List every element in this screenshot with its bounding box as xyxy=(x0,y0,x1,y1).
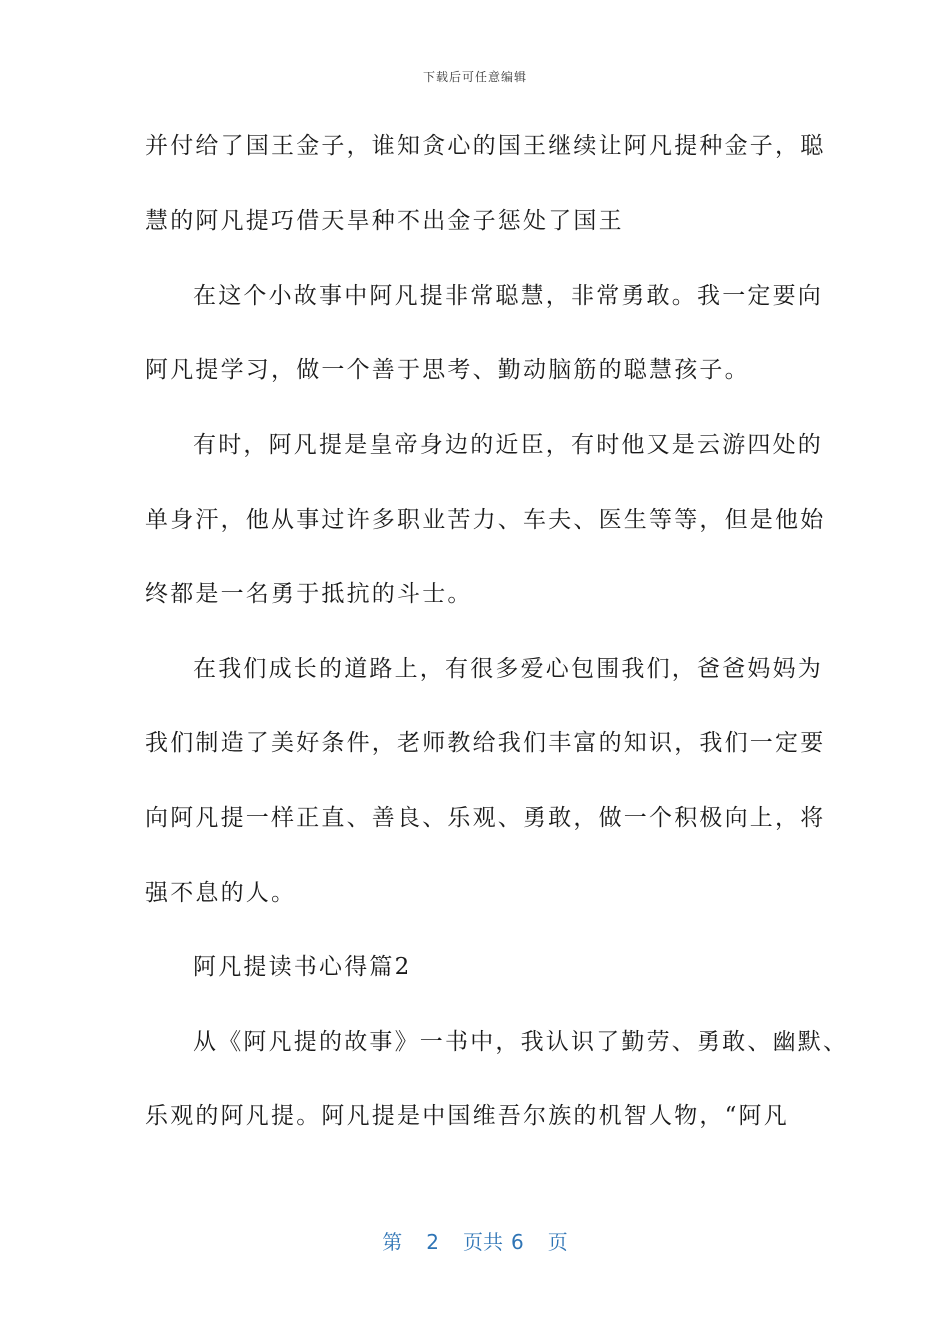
footer-prefix: 第 xyxy=(382,1230,403,1254)
paragraph-line: 慧的阿凡提巧借天旱种不出金子惩处了国王 xyxy=(145,208,624,234)
paragraph-line: 在这个小故事中阿凡提非常聪慧，非常勇敢。我一定要向 xyxy=(193,283,823,309)
paragraph-line: 从《阿凡提的故事》一书中，我认识了勤劳、勇敢、幽默、 xyxy=(193,1029,849,1055)
footer-total-pages: 6 xyxy=(511,1230,524,1254)
paragraph-line: 终都是一名勇于抵抗的斗士。 xyxy=(145,581,473,607)
footer-middle: 页共 xyxy=(463,1230,503,1254)
section-heading: 阿凡提读书心得篇2 xyxy=(193,954,412,980)
footer-suffix: 页 xyxy=(547,1230,568,1254)
paragraph-line: 向阿凡提一样正直、善良、乐观、勇敢，做一个积极向上，将 xyxy=(145,805,826,831)
paragraph-line: 我们制造了美好条件，老师教给我们丰富的知识，我们一定要 xyxy=(145,730,826,756)
paragraph-line: 并付给了国王金子，谁知贪心的国王继续让阿凡提种金子，聪 xyxy=(145,133,826,159)
footer-page-number: 2 xyxy=(426,1230,439,1254)
paragraph-line: 在我们成长的道路上，有很多爱心包围我们，爸爸妈妈为 xyxy=(193,656,823,682)
header-note: 下载后可任意编辑 xyxy=(422,70,527,84)
paragraph-line: 乐观的阿凡提。阿凡提是中国维吾尔族的机智人物，“阿凡 xyxy=(145,1103,789,1129)
paragraph-line: 强不息的人。 xyxy=(145,880,297,906)
page-footer xyxy=(0,1226,950,1255)
paragraph-line: 阿凡提学习，做一个善于思考、勤动脑筋的聪慧孩子。 xyxy=(145,357,750,383)
paragraph-line: 单身汗，他从事过许多职业苦力、车夫、医生等等，但是他始 xyxy=(145,507,826,533)
paragraph-line: 有时，阿凡提是皇帝身边的近臣，有时他又是云游四处的 xyxy=(193,432,823,458)
